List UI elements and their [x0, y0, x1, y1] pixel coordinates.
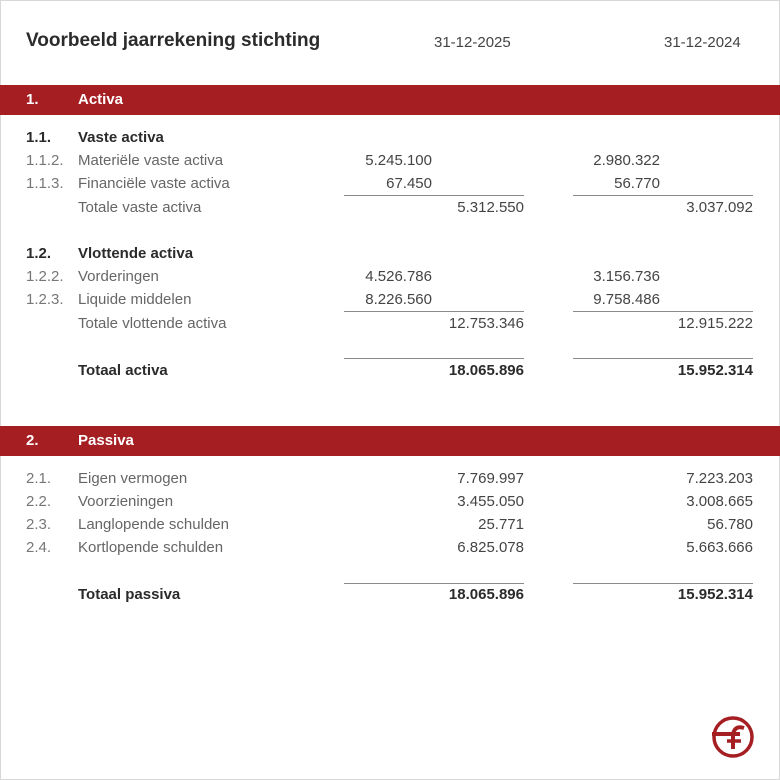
row-value-previous: 56.770 [614, 175, 660, 192]
total-value-current: 18.065.896 [448, 586, 524, 603]
row-label: Financiële vaste activa [78, 175, 230, 192]
table-row [0, 492, 780, 512]
subsection-number: 1.2. [26, 245, 52, 262]
column-header-previous-year: 31-12-2024 [664, 34, 741, 51]
total-label: Totaal activa [78, 362, 168, 379]
row-value-current: 8.226.560 [365, 291, 432, 308]
total-divider [573, 358, 753, 359]
subtotal-value-current: 5.312.550 [457, 199, 524, 216]
row-value-previous: 56.780 [707, 516, 753, 533]
subtotal-value-previous: 12.915.222 [677, 315, 753, 332]
total-divider [344, 583, 524, 584]
subtotal-label: Totale vaste activa [78, 199, 202, 216]
subtotal-divider [344, 311, 524, 312]
table-row [0, 469, 780, 489]
row-label: Vorderingen [78, 268, 159, 285]
row-number: 2.4. [26, 539, 52, 556]
total-value-previous: 15.952.314 [677, 586, 753, 603]
section-number: 2. [26, 432, 39, 449]
row-number: 1.2.3. [26, 291, 64, 308]
page-title: Voorbeeld jaarrekening stichting [26, 30, 321, 51]
subtotal-label: Totale vlottende activa [78, 315, 227, 332]
row-label: Eigen vermogen [78, 470, 188, 487]
subtotal-divider [573, 195, 753, 196]
subsection-heading-vlottende-activa [0, 244, 780, 264]
row-label: Voorzieningen [78, 493, 174, 510]
row-value-previous: 2.980.322 [593, 152, 660, 169]
total-value-previous: 15.952.314 [677, 362, 753, 379]
row-number: 1.1.3. [26, 175, 64, 192]
row-label: Materiële vaste activa [78, 152, 224, 169]
total-label: Totaal passiva [78, 586, 181, 603]
row-value-previous: 3.156.736 [593, 268, 660, 285]
brand-logo-icon [711, 715, 755, 759]
subsection-title: Vaste activa [78, 129, 164, 146]
row-value-current: 5.245.100 [365, 152, 432, 169]
row-label: Kortlopende schulden [78, 539, 224, 556]
section-number: 1. [26, 91, 39, 108]
subtotal-row [0, 198, 780, 218]
total-divider [573, 583, 753, 584]
row-number: 2.1. [26, 470, 52, 487]
row-label: Langlopende schulden [78, 516, 229, 533]
subtotal-value-current: 12.753.346 [448, 315, 524, 332]
row-number: 1.1.2. [26, 152, 64, 169]
total-divider [344, 358, 524, 359]
row-value-current: 4.526.786 [365, 268, 432, 285]
table-row [0, 151, 780, 171]
table-row [0, 267, 780, 287]
subsection-title: Vlottende activa [78, 245, 194, 262]
table-row [0, 290, 780, 310]
subtotal-divider [344, 195, 524, 196]
subtotal-divider [573, 311, 753, 312]
row-value-current: 7.769.997 [457, 470, 524, 487]
row-number: 2.2. [26, 493, 52, 510]
section-band-activa [0, 85, 780, 115]
total-row-activa [0, 361, 780, 381]
section-title: Activa [78, 91, 124, 108]
row-value-current: 3.455.050 [457, 493, 524, 510]
row-value-current: 67.450 [386, 175, 432, 192]
row-value-current: 25.771 [478, 516, 524, 533]
subsection-number: 1.1. [26, 129, 52, 146]
column-header-current-year: 31-12-2025 [434, 34, 511, 51]
subtotal-row [0, 314, 780, 334]
section-title: Passiva [78, 432, 134, 449]
section-band-passiva [0, 426, 780, 456]
table-row [0, 538, 780, 558]
table-row [0, 515, 780, 535]
row-label: Liquide middelen [78, 291, 192, 308]
row-value-previous: 7.223.203 [686, 470, 753, 487]
row-number: 1.2.2. [26, 268, 64, 285]
row-value-previous: 9.758.486 [593, 291, 660, 308]
subtotal-value-previous: 3.037.092 [686, 199, 753, 216]
row-value-current: 6.825.078 [457, 539, 524, 556]
row-value-previous: 5.663.666 [686, 539, 753, 556]
total-row-passiva [0, 585, 780, 605]
total-value-current: 18.065.896 [448, 362, 524, 379]
table-row [0, 174, 780, 194]
subsection-heading-vaste-activa [0, 128, 780, 148]
row-number: 2.3. [26, 516, 52, 533]
row-value-previous: 3.008.665 [686, 493, 753, 510]
